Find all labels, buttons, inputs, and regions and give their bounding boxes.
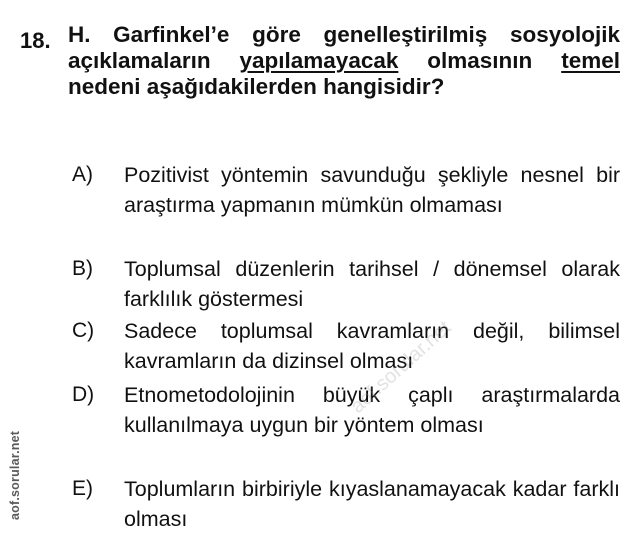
option-a-text: Pozitivist yöntemin savunduğu şekliyle nesnel bir araştırma yapmanın mümkün olmaması (124, 163, 620, 217)
option-b-letter: B) (72, 257, 93, 280)
option-c-text: Sadece toplumsal kavramların değil, bilimsel kavramların da dizinsel olması (124, 319, 620, 373)
diagonal-watermark: aof.sorular.net (346, 316, 456, 418)
question-line-1: H. Garfinkel’e göre genelleştirilmiş (68, 22, 488, 47)
question-line-2-pre: sosyolojik açıklamaların (68, 22, 620, 73)
option-e-letter: E) (72, 477, 93, 500)
underlined-word-yapilamayacak: yapılamayacak (239, 48, 399, 73)
option-b-text: Toplumsal düzenlerin tarihsel / dönemsel olarak farklılık göstermesi (124, 257, 620, 311)
option-d-letter: D) (72, 383, 95, 406)
option-c-letter: C) (72, 319, 95, 342)
question-number: 18. (20, 28, 51, 53)
option-e-text: Toplumların birbiriyle kıyaslanamayacak kadar farklı olması (124, 477, 620, 531)
underlined-word-temel: temel (561, 48, 620, 73)
side-watermark: aof.sorular.net (8, 430, 22, 520)
question-line-4: hangisidir? (323, 74, 445, 99)
option-a-letter: A) (72, 163, 93, 186)
question-line-3-pre: olmasının (427, 48, 562, 73)
question-stem (68, 22, 620, 100)
option-d-text: Etnometodolojinin büyük çaplı araştırmalarda kullanılmaya uygun bir yöntem olması (124, 383, 620, 437)
question-line-3-post: nedeni aşağıdakilerden (68, 74, 317, 99)
